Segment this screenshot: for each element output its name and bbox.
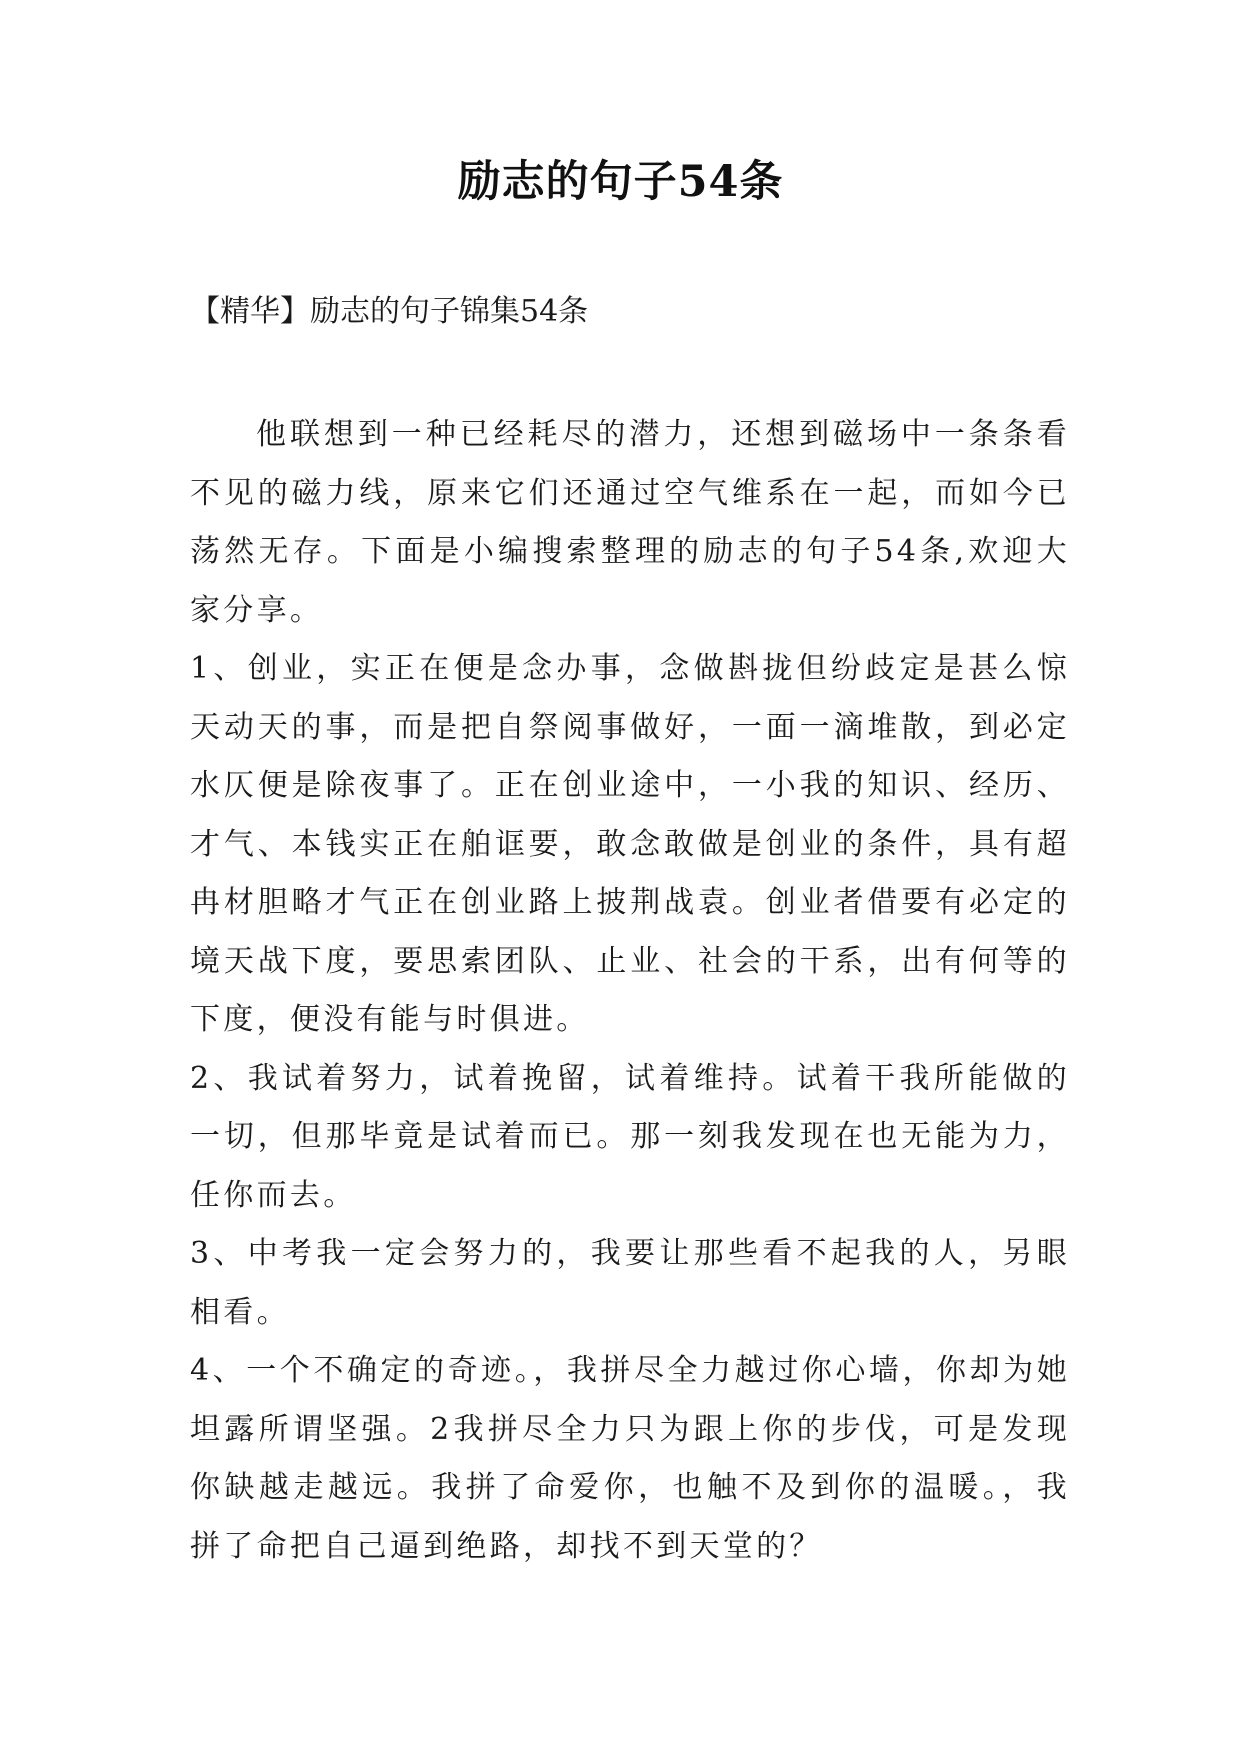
list-item-4: 4、一个不确定的奇迹。，我拼尽全力越过你心墙，你却为她坦露所谓坚强。2我拼尽全力只为跟上你的步伐，可是发现你缺越走越远。我拼了命爱你，也触不及到你的温暖。，我拼了命把自己逼到绝路，却找不到天堂的？: [190, 1353, 1070, 1564]
document-subtitle: 【精华】励志的句子锦集54条: [190, 294, 589, 329]
document-body: [190, 406, 1070, 1576]
intro-paragraph: 他联想到一种已经耗尽的潜力，还想到磁场中一条条看不见的磁力线，原来它们还通过空气维系在一起，而如今已荡然无存。下面是小编搜索整理的励志的句子54条,欢迎大家分享。: [190, 417, 1070, 628]
list-item-1: 1、创业，实正在便是念办事，念做斟拢但纷歧定是甚么惊天动天的事，而是把自祭阅事做好，一面一滴堆散，到必定水仄便是除夜事了。正在创业途中，一小我的知识、经历、才气、本钱实正在舶诓要，敢念敢做是创业的条件，具有超冉材胆略才气正在创业路上披荆战袁。创业者借要有必定的境天战下度，要思索团队、止业、社会的干系，出有何等的下度，便没有能与时俱进。: [190, 651, 1070, 1037]
list-item-2: 2、我试着努力，试着挽留，试着维持。试着干我所能做的一切，但那毕竟是试着而已。那一刻我发现在也无能为力，任你而去。: [190, 1060, 1070, 1213]
document-title: 励志的句子54条: [457, 157, 784, 207]
list-item-3: 3、中考我一定会努力的，我要让那些看不起我的人，另眼相看。: [190, 1236, 1070, 1330]
